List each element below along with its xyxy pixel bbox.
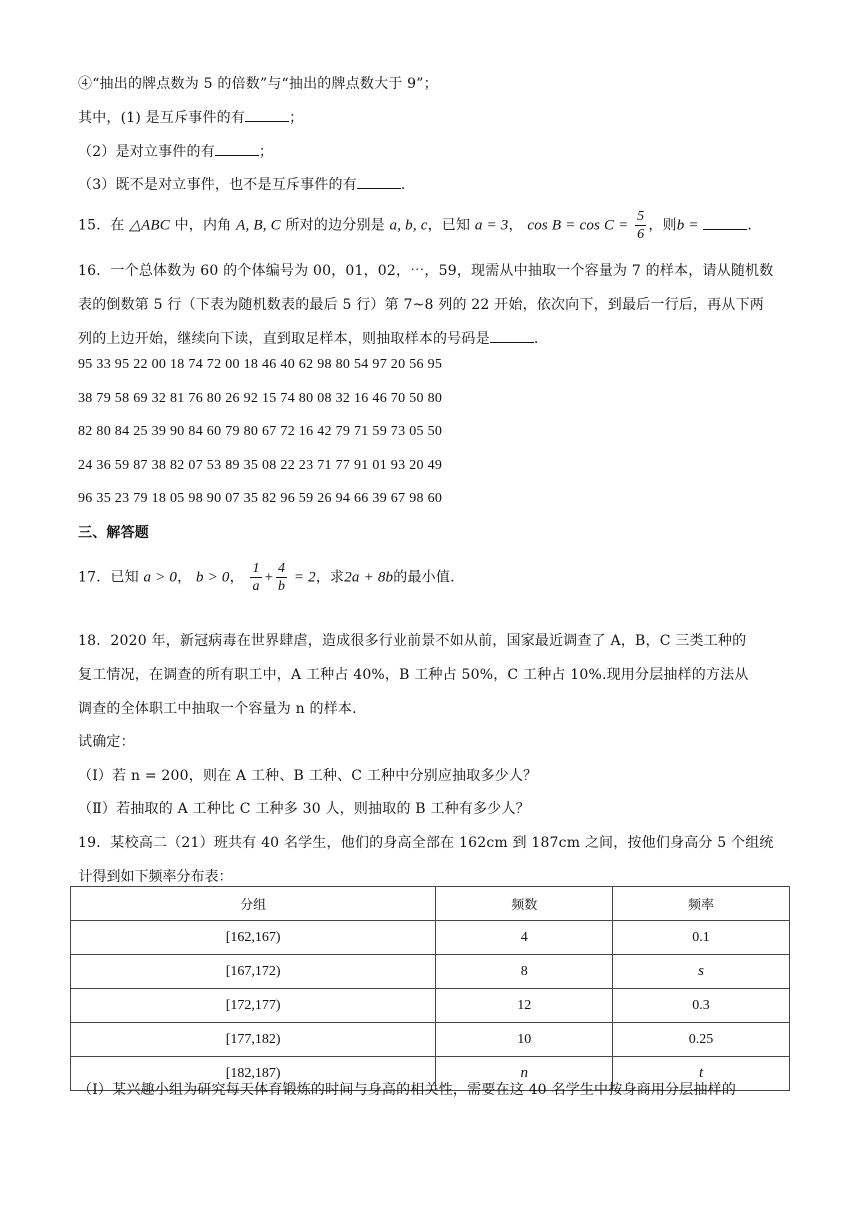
frequency-table [70,866,790,1091]
q15-b-eq: b = [676,217,699,234]
q15-frac-den: 6 [637,227,645,242]
q18-line3: 调查的全体职工中抽取一个容量为 n 的样本. [78,701,357,717]
q15-sides: a, b, c [389,217,428,234]
q14-intro [78,107,303,128]
random-table-row: 38 79 58 69 32 81 76 80 26 92 15 74 80 08 32 16 46 70 50 80 [78,391,443,406]
q15-text-c: 所对的边分别是 [285,217,385,234]
table-cell: 4 [436,921,613,955]
answer-blank [703,215,747,230]
answer-blank [215,141,259,156]
q15-triangle: △ABC [129,217,170,234]
q17-f1-den: a [252,579,260,594]
column-header: 频数 [436,887,613,921]
table-header-row [71,887,790,921]
q17-f2-den: b [277,579,286,594]
q15-frac-num: 5 [637,209,645,224]
q14-item4: ④“抽出的牌点数为 5 的倍数”与“抽出的牌点数大于 9”； [78,76,438,92]
table-row [71,921,790,955]
table-row [71,955,790,989]
q17-cond-b: b > 0 [195,569,230,586]
table-cell: 0.25 [613,1023,790,1057]
q15-text-d: ，已知 [427,217,471,234]
q14-part3-text: （3）既不是对立事件，也不是互斥事件的有 [78,177,357,193]
q18-part1: （Ⅰ）若 n = 200，则在 A 工种、B 工种、C 工种中分别应抽取多少人？ [78,768,538,784]
q15-end: . [747,217,753,234]
q14-intro-text: 其中，(1) 是互斥事件的有 [78,110,246,126]
table-cell: [172,177) [71,989,436,1023]
q14-intro-end: ； [289,110,304,126]
column-header: 分组 [71,887,436,921]
q16-line3-end: . [533,331,539,347]
table-cell: 0.3 [613,989,790,1023]
q16-line3 [78,328,538,349]
q15-angles: A, B, C [236,217,281,234]
table-cell: 0.1 [613,921,790,955]
q17-expr: 2a + 8b [344,569,394,586]
q19-part1: （Ⅰ）某兴趣小组为研究每天体育锻炼的时间与身高的相关性，需要在这 40 名学生中按身商用分层抽样的 [78,1082,737,1098]
table-cell: 10 [436,1023,613,1057]
q17-sep: ， [177,569,192,586]
q17-fraction-1 [250,560,261,595]
table-cell: n [436,1057,613,1091]
q17-text-b: ，求 [315,569,345,586]
table-cell: t [613,1057,790,1091]
answer-blank [245,107,289,122]
random-table-row: 95 33 95 22 00 18 74 72 00 18 46 40 62 98 80 54 97 20 56 95 [78,357,443,372]
q17-cond-a: a > 0 [143,569,178,586]
table-cell: 12 [436,989,613,1023]
q16-line3-text: 列的上边开始，继续向下读，直到取足样本，则抽取样本的号码是 [78,331,490,347]
q15-cos-expr: cos B = cos C = [527,217,629,234]
random-table-row: 96 35 23 79 18 05 98 90 07 35 82 96 59 26 94 66 39 67 98 60 [78,491,443,506]
random-table-row: 82 80 84 25 39 90 84 60 79 80 67 72 16 42 79 71 59 73 05 50 [78,424,443,439]
table-cell: [182,187) [71,1057,436,1091]
q17-sep2: ， [229,569,244,586]
q15-text-b: 中，内角 [174,217,232,234]
q15-text-e: ， [508,217,523,234]
table-cell: s [613,955,790,989]
q15-a-value: a = 3 [474,217,509,234]
section-heading: 三、解答题 [78,525,149,541]
table-cell: 8 [436,955,613,989]
q14-part2 [78,141,273,162]
table-row [71,1023,790,1057]
q15-text-f: ，则 [648,217,677,234]
q17-f2-num: 4 [277,561,286,576]
q17-plus: + [263,569,274,586]
q14-part2-text: （2）是对立事件的有 [78,144,215,160]
q17-fraction-2 [276,560,287,595]
q19-line1: 19．某校高二（21）班共有 40 名学生，他们的身高全部在 162cm 到 187cm 之间，按他们身高分 5 个组统 [78,835,774,851]
table-cell: [162,167) [71,921,436,955]
q15-text-a: 15．在 [78,217,125,234]
table-cell: [177,182) [71,1023,436,1057]
answer-blank [357,174,401,189]
q14-part3 [78,174,406,195]
answer-blank [490,328,534,343]
q18-line1: 18．2020 年，新冠病毒在世界肆虐，造成很多行业前景不如从前，国家最近调查了 A，B，C 三类工种的 [78,633,747,649]
q15-fraction [635,208,646,243]
q17-text-c: 的最小值. [393,569,455,586]
q17-f1-num: 1 [252,561,260,576]
q15-question [78,208,752,243]
table-caption-row [71,866,790,887]
q18-part2: （Ⅱ）若抽取的 A 工种比 C 工种多 30 人，则抽取的 B 工种有多少人？ [78,801,530,817]
q17-text-a: 17．已知 [78,569,139,586]
q18-line2: 复工情况，在调查的所有职工中，A 工种占 40%，B 工种占 50%，C 工种占 10%.现用分层抽样的方法从 [78,667,749,683]
random-table-row: 24 36 59 87 38 82 07 53 89 35 08 22 23 71 77 91 01 93 20 49 [78,458,443,473]
q14-part2-end: ； [258,144,274,160]
q18-line4: 试确定： [78,734,135,750]
q17-question [78,560,455,595]
table-cell: [167,172) [71,955,436,989]
table-row [71,989,790,1023]
q16-line1: 16．一个总体数为 60 的个体编号为 00，01，02，⋯，59，现需从中抽取一个容量为 7 的样本，请从随机数 [78,263,774,279]
q16-line2: 表的倒数第 5 行（下表为随机数表的最后 5 行）第 7~8 列的 22 开始，依次向下，到最后一行后，再从下两 [78,297,764,313]
column-header: 频率 [613,887,790,921]
q17-eq: = 2 [293,569,316,586]
q14-part3-end: . [400,177,406,193]
q19-line2: 计得到如下频率分布表： [78,869,233,885]
